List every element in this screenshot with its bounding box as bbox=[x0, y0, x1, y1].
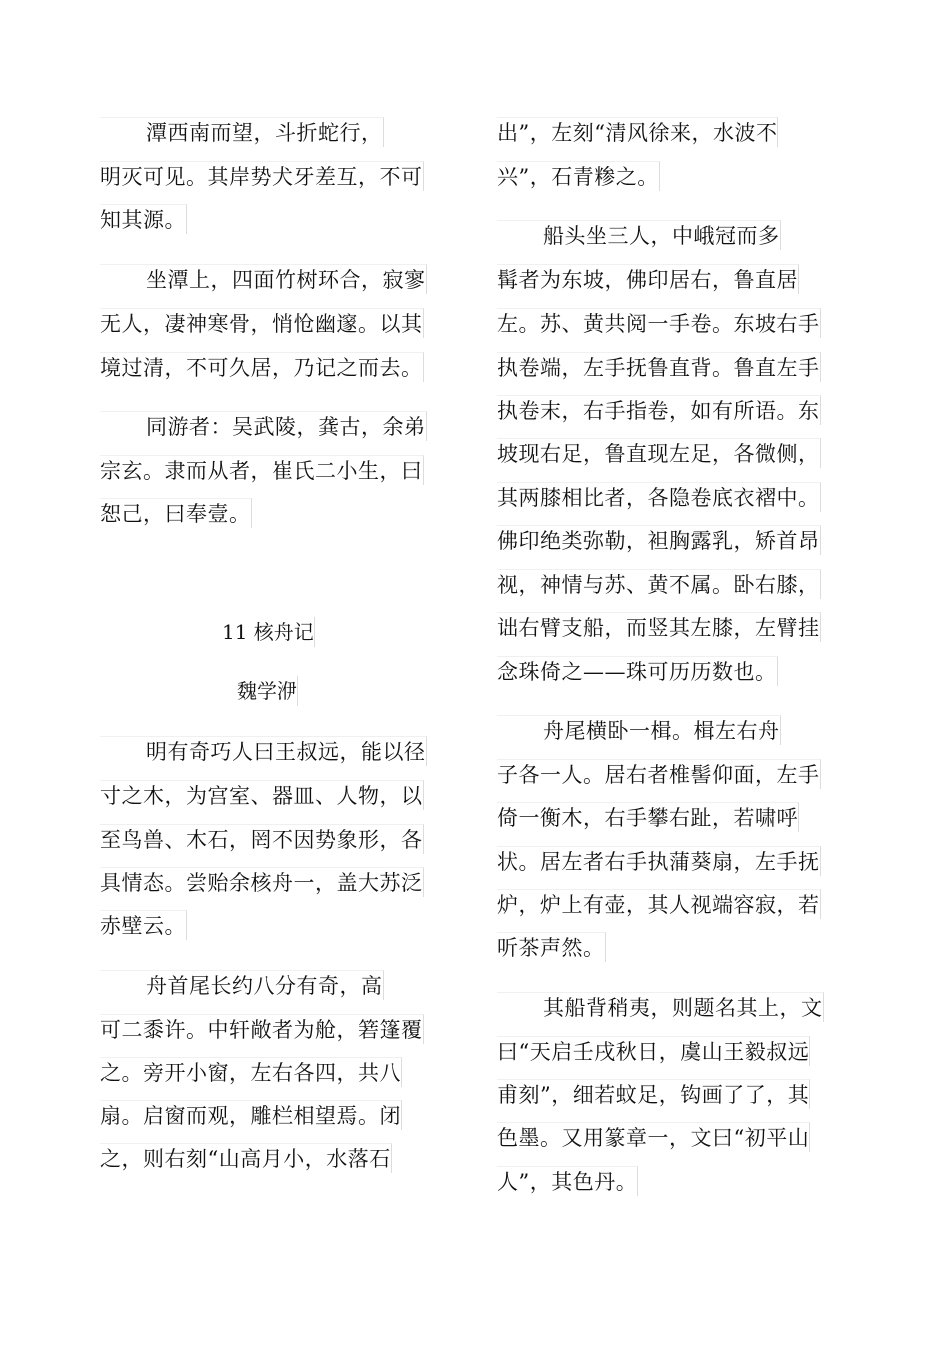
text-line: 甫刻”，细若蚊足，钩画了了，其 bbox=[497, 1079, 810, 1109]
text-line: 之，则右刻“山高月小，水落石 bbox=[100, 1143, 392, 1173]
text-line: 宗玄。隶而从者，崔氏二小生，曰 bbox=[100, 455, 424, 485]
text-line: 寸之木，为宫室、器皿、人物，以 bbox=[100, 780, 424, 810]
text-line: 听茶声然。 bbox=[497, 932, 606, 962]
text-line: 之。旁开小窗，左右各四，共八 bbox=[100, 1057, 402, 1087]
text-line: 赤壁云。 bbox=[100, 910, 187, 940]
article-title: 11 核舟记 bbox=[222, 617, 315, 647]
text-line: 人”，其色丹。 bbox=[497, 1166, 638, 1196]
text-line: 其船背稍夷，则题名其上，文 bbox=[497, 992, 824, 1022]
text-line: 具情态。尝贻余核舟一，盖大苏泛 bbox=[100, 867, 424, 897]
text-line: 念珠倚之——珠可历历数也。 bbox=[497, 656, 778, 686]
text-line: 境过清，不可久居，乃记之而去。 bbox=[100, 352, 424, 382]
text-line: 倚一衡木，右手攀右趾，若啸呼 bbox=[497, 802, 799, 832]
text-line: 兴”，石青糁之。 bbox=[497, 161, 660, 191]
text-line: 出”，左刻“清风徐来，水波不 bbox=[497, 117, 778, 147]
text-line: 状。居左者右手执蒲葵扇，左手抚 bbox=[497, 846, 821, 876]
text-line: 子各一人。居右者椎髻仰面，左手 bbox=[497, 759, 821, 789]
text-line: 无人，凄神寒骨，悄怆幽邃。以其 bbox=[100, 308, 424, 338]
text-line: 可二黍许。中轩敞者为舱，箬篷覆 bbox=[100, 1014, 424, 1044]
text-line: 扇。启窗而观，雕栏相望焉。闭 bbox=[100, 1100, 402, 1130]
text-line: 曰“天启壬戌秋日，虞山王毅叔远 bbox=[497, 1036, 810, 1066]
text-line: 明灭可见。其岸势犬牙差互，不可 bbox=[100, 161, 424, 191]
text-line: 执卷末，右手指卷，如有所语。东 bbox=[497, 395, 821, 425]
text-line: 潭西南而望，斗折蛇行， bbox=[100, 117, 384, 147]
text-line: 舟尾横卧一楫。楫左右舟 bbox=[497, 715, 781, 745]
text-line: 左。苏、黄共阅一手卷。东坡右手 bbox=[497, 308, 821, 338]
text-line: 船头坐三人，中峨冠而多 bbox=[497, 220, 781, 250]
text-line: 坡现右足，鲁直现左足，各微侧， bbox=[497, 438, 821, 468]
text-line: 至鸟兽、木石，罔不因势象形，各 bbox=[100, 824, 424, 854]
text-line: 坐潭上，四面竹树环合，寂寥 bbox=[100, 264, 427, 294]
text-line: 舟首尾长约八分有奇，高 bbox=[100, 970, 384, 1000]
text-line: 其两膝相比者，各隐卷底衣褶中。 bbox=[497, 482, 821, 512]
text-line: 佛印绝类弥勒，袒胸露乳，矫首昂 bbox=[497, 525, 821, 555]
text-line: 恕己，曰奉壹。 bbox=[100, 498, 252, 528]
text-line: 炉，炉上有壶，其人视端容寂，若 bbox=[497, 889, 821, 919]
text-line: 知其源。 bbox=[100, 204, 187, 234]
text-line: 同游者：吴武陵，龚古，余弟 bbox=[100, 411, 427, 441]
article-author: 魏学洢 bbox=[237, 676, 298, 706]
text-line: 色墨。又用篆章一，文曰“初平山 bbox=[497, 1122, 810, 1152]
text-line: 视，神情与苏、黄不属。卧右膝， bbox=[497, 569, 821, 599]
text-line: 明有奇巧人曰王叔远，能以径 bbox=[100, 736, 427, 766]
text-line: 执卷端，左手抚鲁直背。鲁直左手 bbox=[497, 352, 821, 382]
text-line: 髯者为东坡，佛印居右，鲁直居 bbox=[497, 264, 799, 294]
text-line: 诎右臂支船，而竖其左膝，左臂挂 bbox=[497, 612, 821, 642]
